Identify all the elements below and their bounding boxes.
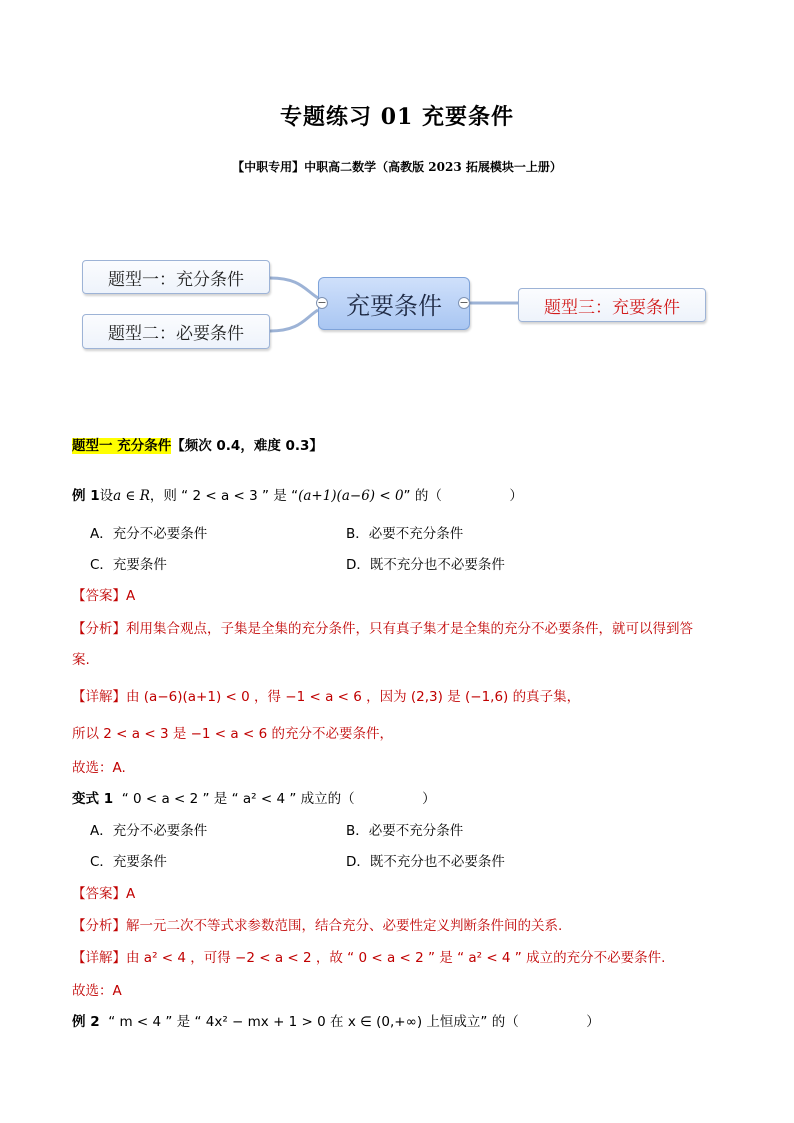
example-label: 例 1 bbox=[72, 488, 100, 504]
page-title: 专题练习 01 充要条件 bbox=[280, 104, 514, 130]
analysis-line: 【分析】利用集合观点，子集是全集的充分条件，只有真子集才是全集的充分不必要条件，就可以得到答 bbox=[72, 621, 693, 637]
mindmap-node-label: 题型二：必要条件 bbox=[108, 324, 244, 344]
analysis-line: 【分析】解一元二次不等式求参数范围，结合充分、必要性定义判断条件间的关系. bbox=[72, 918, 563, 934]
mindmap-node-necessary-sufficient[interactable] bbox=[518, 288, 706, 322]
option-c: C．充要条件 bbox=[90, 854, 167, 870]
option-d: D．既不充分也不必要条件 bbox=[346, 557, 505, 573]
example2-stem: 例 2 “ m < 4 ” 是 “ 4x² − mx + 1 > 0 在 x ∈ (0,+∞) 上恒成立” 的（ ） bbox=[72, 1014, 600, 1030]
option-c: C．充要条件 bbox=[90, 557, 167, 573]
mindmap-node-sufficient[interactable] bbox=[82, 260, 270, 294]
answer-line: 【答案】A bbox=[72, 886, 136, 902]
answer-line: 【答案】A bbox=[72, 588, 136, 604]
option-a: A．充分不必要条件 bbox=[90, 526, 208, 542]
mindmap-node-label: 题型一：充分条件 bbox=[108, 269, 244, 290]
example1-stem: 例 1设a ∈ R，则 “ 2 < a < 3 ” 是 “(a+1)(a−6) < 0” 的（ ） bbox=[72, 488, 523, 504]
collapse-left-icon[interactable]: − bbox=[317, 296, 327, 309]
mindmap-central-label: 充要条件 bbox=[346, 292, 442, 320]
page-subtitle: 【中职专用】中职高二数学（高教版 2023 拓展模块一上册） bbox=[232, 160, 562, 174]
section-heading-highlight: 题型一 充分条件 bbox=[72, 438, 172, 454]
option-b: B．必要不充分条件 bbox=[346, 823, 464, 839]
section-heading bbox=[72, 434, 323, 454]
detail-line-2: 所以 2 < a < 3 是 −1 < a < 6 的充分不必要条件， bbox=[72, 726, 393, 742]
choose-line: 故选：A bbox=[72, 983, 122, 999]
option-d: D．既不充分也不必要条件 bbox=[346, 854, 505, 870]
collapse-right-icon[interactable]: − bbox=[459, 296, 469, 309]
detail-line: 【详解】由 (a−6)(a+1) < 0 ，得 −1 < a < 6 ，因为 (2,3) 是 (−1,6) 的真子集， bbox=[72, 689, 581, 705]
detail-line: 【详解】由 a² < 4 ，可得 −2 < a < 2 ，故 “ 0 < a < 2 ” 是 “ a² < 4 ” 成立的充分不必要条件. bbox=[72, 950, 666, 966]
analysis-line-2: 案. bbox=[72, 652, 90, 668]
mindmap-node-necessary[interactable] bbox=[82, 314, 270, 349]
example-label: 例 2 bbox=[72, 1014, 100, 1030]
choose-line: 故选：A. bbox=[72, 760, 126, 776]
option-b: B．必要不充分条件 bbox=[346, 526, 464, 542]
mindmap-node-label: 题型三：充要条件 bbox=[544, 297, 680, 318]
variant1-stem: 变式 1 “ 0 < a < 2 ” 是 “ a² < 4 ” 成立的（ ） bbox=[72, 791, 436, 807]
section-heading-meta: 【频次 0.4，难度 0.3】 bbox=[171, 438, 323, 454]
variant-label: 变式 1 bbox=[72, 791, 114, 807]
option-a: A．充分不必要条件 bbox=[90, 823, 208, 839]
mindmap-central-node[interactable] bbox=[318, 277, 470, 330]
